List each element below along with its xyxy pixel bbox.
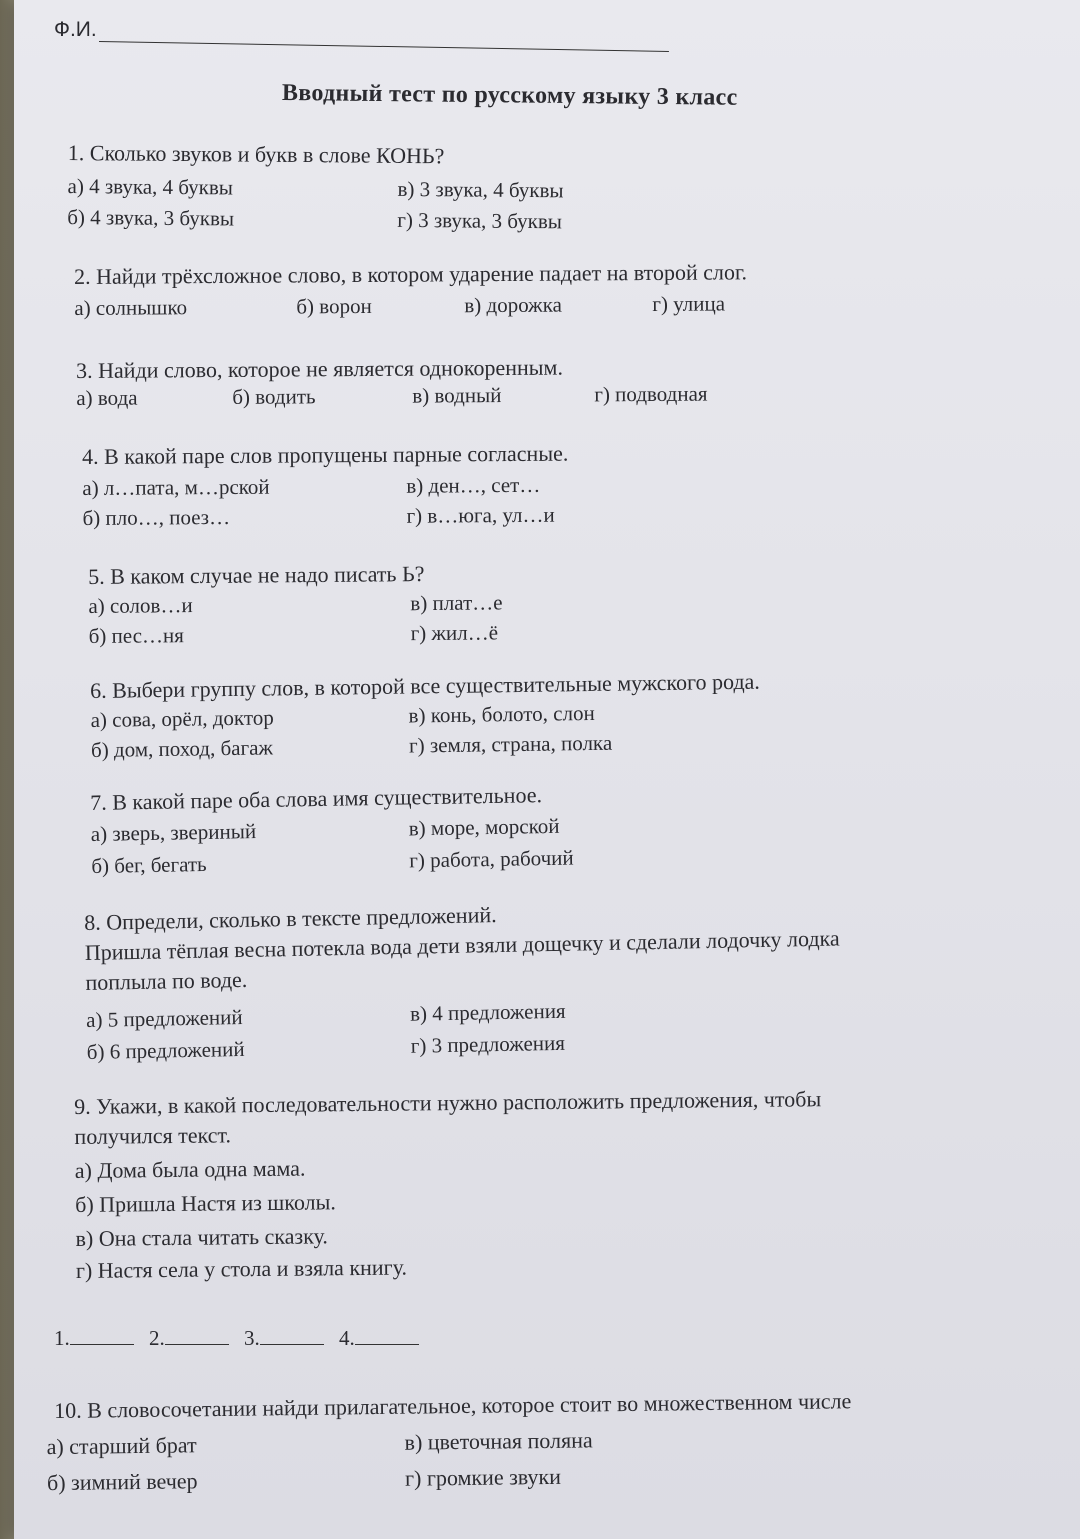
question-4 bbox=[82, 435, 1080, 530]
answer-option: в) водный bbox=[412, 383, 502, 408]
question-text: 5. В каком случае не надо писать Ь? bbox=[88, 561, 425, 589]
answer-option: а) 4 звука, 4 буквы bbox=[67, 173, 234, 200]
question-text: 3. Найди слово, которое не является однокоренным. bbox=[76, 354, 564, 383]
answer-option: б) водить bbox=[232, 384, 316, 409]
question-text: 7. В какой паре оба слова имя существительное. bbox=[90, 782, 543, 815]
answer-option: а) л…пата, м…рской bbox=[82, 474, 270, 500]
blank-label: 4. bbox=[339, 1326, 355, 1350]
sentence-d: г) Настя села у стола и взяла книгу. bbox=[75, 1254, 408, 1283]
answer-option: а) 5 предложений bbox=[85, 1004, 243, 1032]
answer-option: в) море, морской bbox=[408, 813, 560, 841]
sentence-c: в) Она стала читать сказку. bbox=[75, 1223, 328, 1251]
page-title: Вводный тест по русскому языку 3 класс bbox=[281, 80, 738, 111]
name-blank-line bbox=[99, 19, 669, 52]
question-text: 8. Определи, сколько в тексте предложений. bbox=[84, 902, 497, 935]
answer-option: г) подводная bbox=[594, 381, 708, 407]
question-3 bbox=[76, 349, 1076, 410]
test-sheet bbox=[14, 0, 1080, 1539]
answer-option: г) работа, рабочий bbox=[409, 845, 574, 873]
question-text: 1. Сколько звуков и букв в слове КОНЬ? bbox=[67, 139, 445, 169]
answer-option: а) зверь, звериный bbox=[90, 819, 257, 846]
question-6 bbox=[90, 662, 1080, 762]
question-9 bbox=[74, 1082, 1075, 1283]
answer-blank[interactable] bbox=[165, 1326, 229, 1345]
name-field bbox=[54, 18, 669, 42]
answer-option: б) бег, бегать bbox=[91, 851, 207, 878]
answer-option: в) 3 звука, 4 буквы bbox=[397, 176, 564, 203]
answer-option: в) дорожка bbox=[464, 292, 562, 318]
blank-label: 1. bbox=[54, 1326, 70, 1350]
answer-option: б) ворон bbox=[296, 293, 372, 319]
answer-option: в) 4 предложения bbox=[409, 998, 566, 1026]
answer-option: в) цветочная поляна bbox=[404, 1427, 593, 1455]
answer-option: г) в…юга, ул…и bbox=[406, 502, 555, 528]
answer-option: г) жил…ё bbox=[410, 620, 499, 646]
sentence-a: а) Дома была одна мама. bbox=[74, 1155, 306, 1183]
answer-option: б) зимний вечер bbox=[46, 1468, 198, 1496]
answer-option: г) земля, страна, полка bbox=[408, 730, 613, 758]
answer-blank[interactable] bbox=[260, 1326, 324, 1345]
name-label: Ф.И. bbox=[54, 18, 97, 41]
answer-option: б) пло…, поез… bbox=[82, 504, 231, 530]
sentence-b: б) Пришла Настя из школы. bbox=[75, 1189, 336, 1217]
answer-option: г) громкие звуки bbox=[404, 1463, 562, 1491]
answer-option: а) старший брат bbox=[46, 1432, 197, 1460]
answer-blanks bbox=[54, 1326, 429, 1351]
answer-option: а) вода bbox=[76, 385, 138, 410]
answer-option: в) плат…е bbox=[410, 590, 503, 616]
question-text-line: поплыла по воде. bbox=[85, 966, 248, 995]
answer-option: г) 3 предложения bbox=[410, 1030, 566, 1058]
question-text-line: Пришла тёплая весна потекла вода дети взяли дощечку и сделали лодочку лодка bbox=[84, 925, 840, 965]
question-7 bbox=[90, 771, 1080, 878]
answer-option: б) пес…ня bbox=[88, 623, 184, 648]
answer-blank[interactable] bbox=[355, 1326, 419, 1345]
answer-option: в) ден…, сет… bbox=[406, 472, 541, 498]
answer-option: г) 3 звука, 3 буквы bbox=[397, 207, 563, 234]
question-text: 6. Выбери группу слов, в которой все существительные мужского рода. bbox=[90, 668, 760, 703]
answer-option: б) дом, поход, багаж bbox=[90, 735, 274, 762]
answer-option: а) солов…и bbox=[88, 593, 193, 618]
answer-option: г) улица bbox=[652, 291, 726, 316]
answer-option: а) солнышко bbox=[74, 295, 188, 320]
blank-label: 2. bbox=[149, 1326, 165, 1350]
question-text: 4. В какой паре слов пропущены парные согласные. bbox=[82, 440, 569, 469]
blank-label: 3. bbox=[244, 1326, 260, 1350]
answer-option: а) сова, орёл, доктор bbox=[90, 705, 274, 732]
question-text-line: получился текст. bbox=[74, 1122, 231, 1149]
answer-option: б) 4 звука, 3 буквы bbox=[67, 204, 235, 231]
question-8 bbox=[84, 889, 1080, 1064]
question-text: 9. Укажи, в какой последовательности нужно расположить предложения, чтобы bbox=[74, 1086, 822, 1119]
question-text: 10. В словосочетании найди прилагательное, которое стоит во множественном числе bbox=[54, 1388, 852, 1423]
answer-option: б) 6 предложений bbox=[86, 1036, 245, 1064]
question-10 bbox=[46, 1384, 1074, 1496]
question-text: 2. Найди трёхсложное слово, в котором ударение падает на второй слог. bbox=[74, 259, 748, 289]
answer-blank[interactable] bbox=[70, 1326, 134, 1345]
answer-option: в) конь, болото, слон bbox=[408, 700, 595, 728]
question-5 bbox=[88, 553, 1080, 648]
question-2 bbox=[74, 255, 1074, 320]
question-1 bbox=[67, 138, 1068, 234]
